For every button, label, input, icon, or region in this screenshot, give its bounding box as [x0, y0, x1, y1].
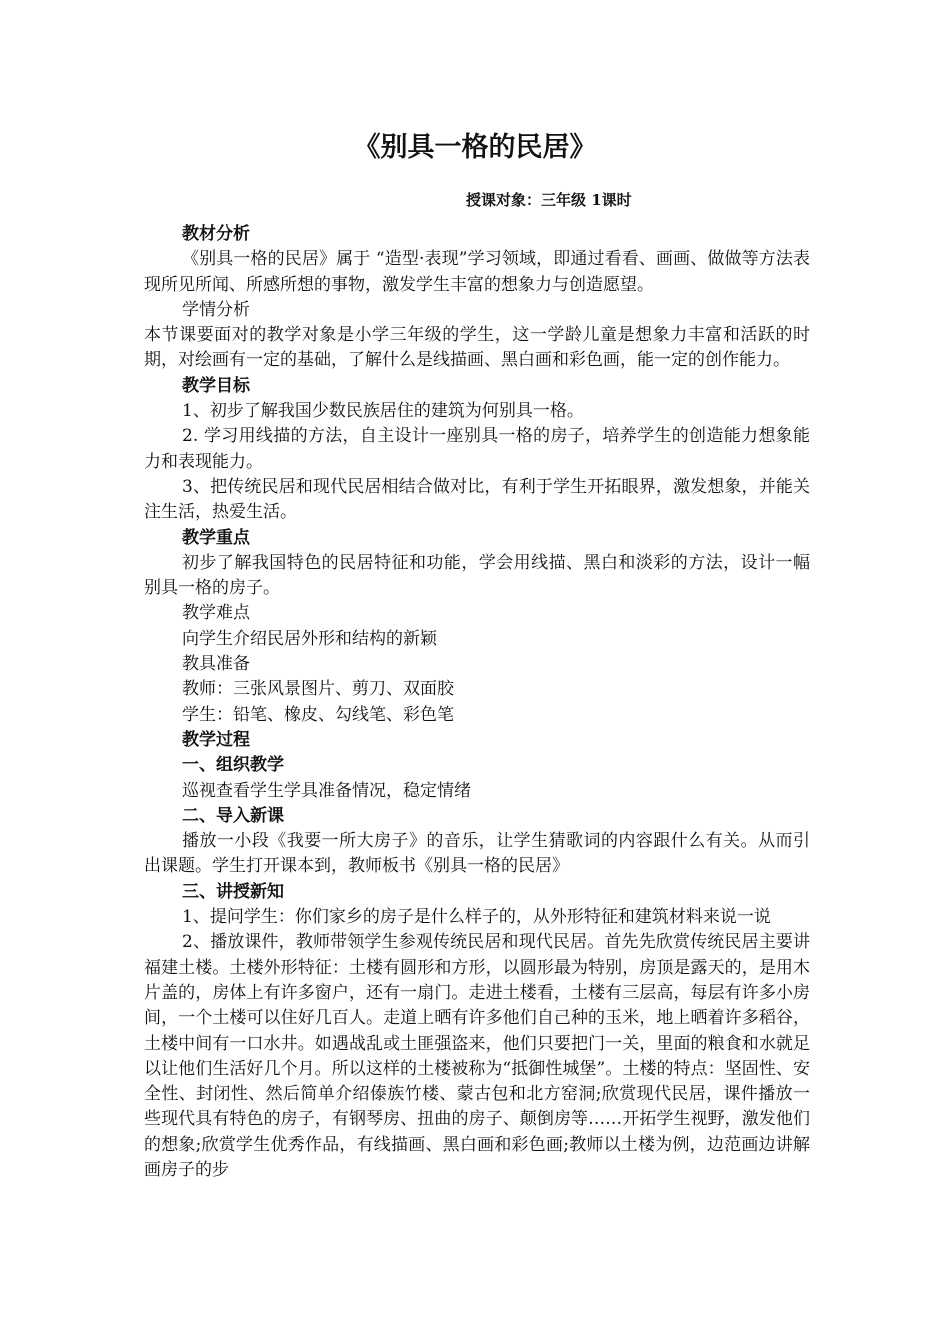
paragraph: 巡视查看学生学具准备情况，稳定情绪 — [182, 780, 471, 801]
paragraph: 学情分析 — [182, 299, 250, 320]
document-body — [144, 222, 810, 1183]
paragraph: 2、播放课件，教师带领学生参观传统民居和现代民居。首先先欣赏传统民居主要讲福建土楼。土楼外形特征：土楼有圆形和方形，以圆形最为特别，房顶是露天的，是用木片盖的，房体上有许多窗户，还有一扇门。走进土楼看，土楼有三层高，每层有许多小房间，一个土楼可以住好几百人。走道上晒有许多他们自己种的玉米，地上晒着许多稻谷，土楼中间有一口水井。如遇战乱或土匪强盗来，他们只要把门一关，里面的粮食和水就足以让他们生活好几个月。所以这样的土楼被称为“抵御性城堡”。土楼的特点：坚固性、安全性、封闭性、然后简单介绍傣族竹楼、蒙古包和北方窑洞;欣赏现代民居，课件播放一些现代具有特色的房子，有钢琴房、扭曲的房子、颠倒房等……开拓学生视野，激发他们的想象;欣赏学生优秀作品，有线描画、黑白画和彩色画;教师以土楼为例，边范画边讲解画房子的步 — [144, 932, 810, 1180]
paragraph: 2. 学习用线描的方法，自主设计一座别具一格的房子，培养学生的创造能力想象能力和表现能力。 — [144, 426, 810, 472]
paragraph: 教师：三张风景图片、剪刀、双面胶 — [182, 679, 454, 700]
document-subtitle: 授课对象：三年级 1课时 — [466, 191, 632, 209]
paragraph: 学生：铅笔、橡皮、勾线笔、彩色笔 — [182, 704, 454, 725]
paragraph: 《别具一格的民居》属于 “造型·表现”学习领域，即通过看看、画画、做做等方法表现所见所闻、所感所想的事物，激发学生丰富的想象力与创造愿望。 — [144, 249, 810, 295]
paragraph: 3、把传统民居和现代民居相结合做对比，有利于学生开拓眼界，激发想象，并能关注生活，热爱生活。 — [144, 476, 810, 523]
section-heading: 教学目标 — [182, 375, 250, 396]
paragraph: 向学生介绍民居外形和结构的新颖 — [182, 628, 437, 649]
document-title: 《别具一格的民居》 — [353, 132, 597, 163]
section-heading: 教学重点 — [182, 527, 250, 548]
paragraph: 本节课要面对的教学对象是小学三年级的学生，这一学龄儿童是想象力丰富和活跃的时期，对绘画有一定的基础，了解什么是线描画、黑白画和彩色画，能一定的创作能力。 — [144, 325, 810, 371]
paragraph: 教具准备 — [182, 654, 250, 675]
paragraph: 初步了解我国特色的民居特征和功能，学会用线描、黑白和淡彩的方法，设计一幅别具一格的房子。 — [144, 552, 810, 599]
section-heading: 教材分析 — [182, 224, 250, 244]
section-heading: 二、导入新课 — [182, 805, 284, 826]
paragraph: 播放一小段《我要一所大房子》的音乐，让学生猜歌词的内容跟什么有关。从而引出课题。学生打开课本到，教师板书《别具一格的民居》 — [144, 831, 810, 877]
paragraph: 1、初步了解我国少数民族居住的建筑为何别具一格。 — [182, 401, 584, 422]
paragraph: 1、提问学生：你们家乡的房子是什么样子的，从外形特征和建筑材料来说一说 — [182, 907, 771, 928]
section-heading: 教学过程 — [182, 729, 250, 750]
section-heading: 一、组织教学 — [182, 755, 284, 776]
section-heading: 三、讲授新知 — [182, 881, 284, 902]
paragraph: 教学难点 — [182, 603, 250, 624]
